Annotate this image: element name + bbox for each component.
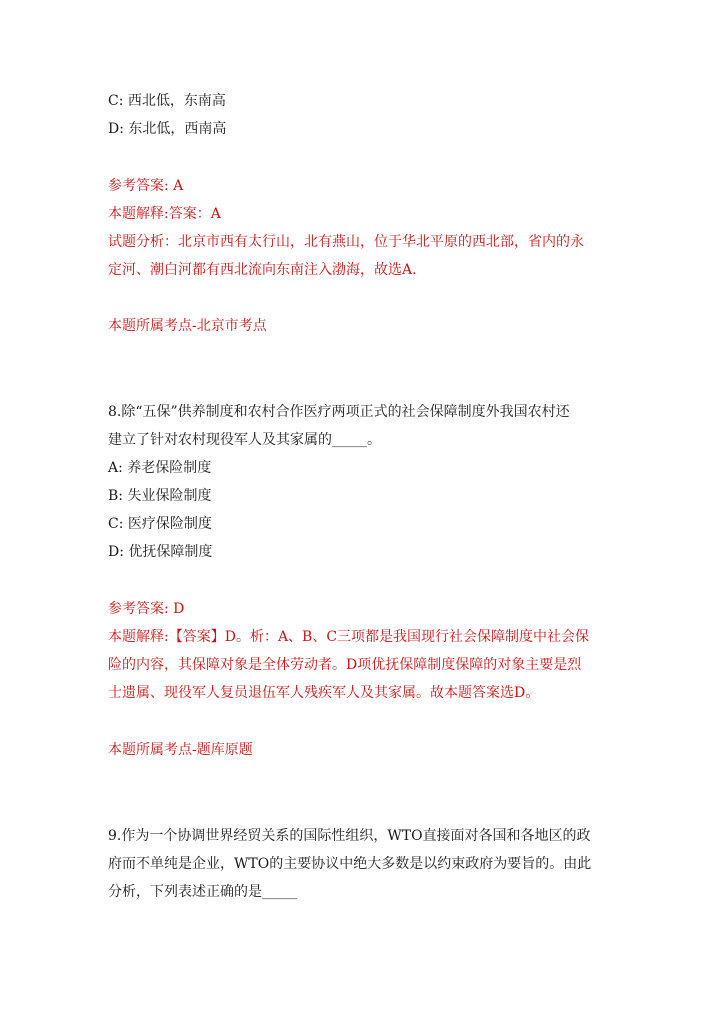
- q8-option-c: C: 医疗保险制度: [108, 516, 212, 532]
- q9-stem-line-3: 分析，下列表述正确的是_____: [108, 884, 297, 900]
- q8-answer: 参考答案: D: [108, 601, 185, 617]
- q8-explanation-line-3: 士遗属、现役军人复员退伍军人残疾军人及其家属。故本题答案选D。: [108, 685, 540, 701]
- q7-analysis-line-2: 定河、潮白河都有西北流向东南注入渤海，故选A.: [108, 262, 417, 278]
- q8-option-a: A: 养老保险制度: [108, 460, 212, 476]
- q7-explanation: 本题解释:答案：A: [108, 206, 221, 222]
- q7-option-d: D: 东北低，西南高: [108, 121, 227, 137]
- q7-topic: 本题所属考点-北京市考点: [108, 318, 267, 334]
- q8-option-b: B: 失业保险制度: [108, 488, 212, 504]
- q8-option-d: D: 优抚保障制度: [108, 544, 213, 560]
- q9-stem-line-2: 府而不单纯是企业，WTO的主要协议中绝大多数是以约束政府为要旨的。由此: [108, 856, 592, 872]
- q8-explanation-line-1: 本题解释:【答案】D。析：A、B、C三项都是我国现行社会保障制度中社会保: [108, 629, 590, 645]
- q8-topic: 本题所属考点-题库原题: [108, 742, 253, 758]
- q7-analysis-line-1: 试题分析：北京市西有太行山，北有燕山，位于华北平原的西北部，省内的永: [108, 234, 584, 250]
- q8-stem-line-2: 建立了针对农村现役军人及其家属的_____。: [108, 432, 381, 448]
- q7-answer: 参考答案: A: [108, 178, 184, 194]
- q9-stem-line-1: 9.作为一个协调世界经贸关系的国际性组织，WTO直接面对各国和各地区的政: [108, 828, 591, 844]
- q8-stem-line-1: 8.除“五保”供养制度和农村合作医疗两项正式的社会保障制度外我国农村还: [108, 404, 570, 420]
- q7-option-c: C: 西北低，东南高: [108, 93, 226, 109]
- q8-explanation-line-2: 险的内容，其保障对象是全体劳动者。D项优抚保障制度保障的对象主要是烈: [108, 657, 582, 673]
